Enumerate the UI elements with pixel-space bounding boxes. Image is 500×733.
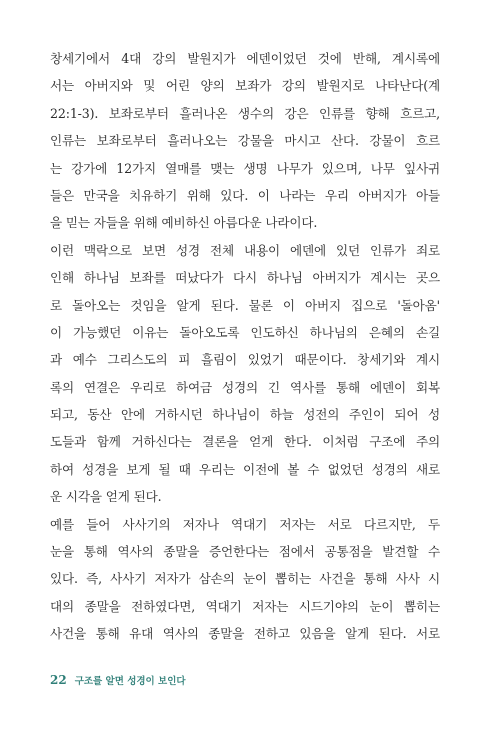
page-footer bbox=[50, 673, 186, 689]
running-title: 구조를 알면 성경이 보인다 bbox=[74, 676, 186, 687]
text-line: 이 가능했던 이유는 돌아오도록 인도하신 하나님의 은혜의 손길 bbox=[50, 324, 440, 340]
text-line: 인해 하나님 보좌를 떠났다가 다시 하나님 아버지가 계시는 곳으 bbox=[50, 270, 440, 286]
text-line: 록의 연결은 우리로 하여금 성경의 긴 역사를 통해 에덴이 회복 bbox=[50, 379, 440, 395]
text-line: 들은 만국을 치유하기 위해 있다. 이 나라는 우리 아버지가 아들 bbox=[50, 187, 440, 203]
text-line: 도들과 함께 거하신다는 결론을 얻게 한다. 이처럼 구조에 주의 bbox=[50, 434, 440, 450]
text-line: 과 예수 그리스도의 피 흘림이 있었기 때문이다. 창세기와 계시 bbox=[50, 352, 440, 368]
text-line: 로 돌아오는 것임을 알게 된다. 물론 이 아버지 집으로 '돌아옴' bbox=[50, 297, 440, 313]
text-line: 하여 성경을 보게 될 때 우리는 이전에 볼 수 없었던 성경의 새로 bbox=[50, 461, 440, 477]
text-line: 사건을 통해 유대 역사의 종말을 전하고 있음을 알게 된다. 서로 bbox=[50, 626, 440, 642]
text-line: 서는 아버지와 및 어린 양의 보좌가 강의 발원지로 나타난다(계 bbox=[50, 78, 440, 94]
text-line: 예를 들어 사사기의 저자나 역대기 저자는 서로 다르지만, 두 bbox=[50, 516, 440, 532]
text-line: 눈을 통해 역사의 종말을 증언한다는 점에서 공통점을 발견할 수 bbox=[50, 544, 440, 560]
text-line: 인류는 보좌로부터 흘러나오는 강물을 마시고 산다. 강물이 흐르 bbox=[50, 133, 440, 149]
text-line: 되고, 동산 안에 거하시던 하나님이 하늘 성전의 주인이 되어 성 bbox=[50, 407, 440, 423]
text-line: 있다. 즉, 사사기 저자가 삼손의 눈이 뽑히는 사건을 통해 사사 시 bbox=[50, 571, 440, 587]
text-line: 22:1-3). 보좌로부터 흘러나온 생수의 강은 인류를 향해 흐르고, bbox=[50, 105, 440, 121]
text-line: 창세기에서 4대 강의 발원지가 에덴이었던 것에 반해, 계시록에 bbox=[50, 51, 440, 66]
text-line: 을 믿는 자들을 위해 예비하신 아름다운 나라이다. bbox=[50, 215, 318, 231]
text-line: 운 시각을 얻게 된다. bbox=[50, 489, 162, 505]
text-line: 이런 맥락으로 보면 성경 전체 내용이 에덴에 있던 인류가 죄로 bbox=[50, 242, 440, 258]
body-text bbox=[50, 45, 440, 648]
text-line: 대의 종말을 전하였다면, 역대기 저자는 시드기야의 눈이 뽑히는 bbox=[50, 598, 440, 614]
text-line: 는 강가에 12가지 열매를 맺는 생명 나무가 있으며, 나무 잎사귀 bbox=[50, 160, 440, 176]
page-number: 22 bbox=[50, 673, 67, 687]
